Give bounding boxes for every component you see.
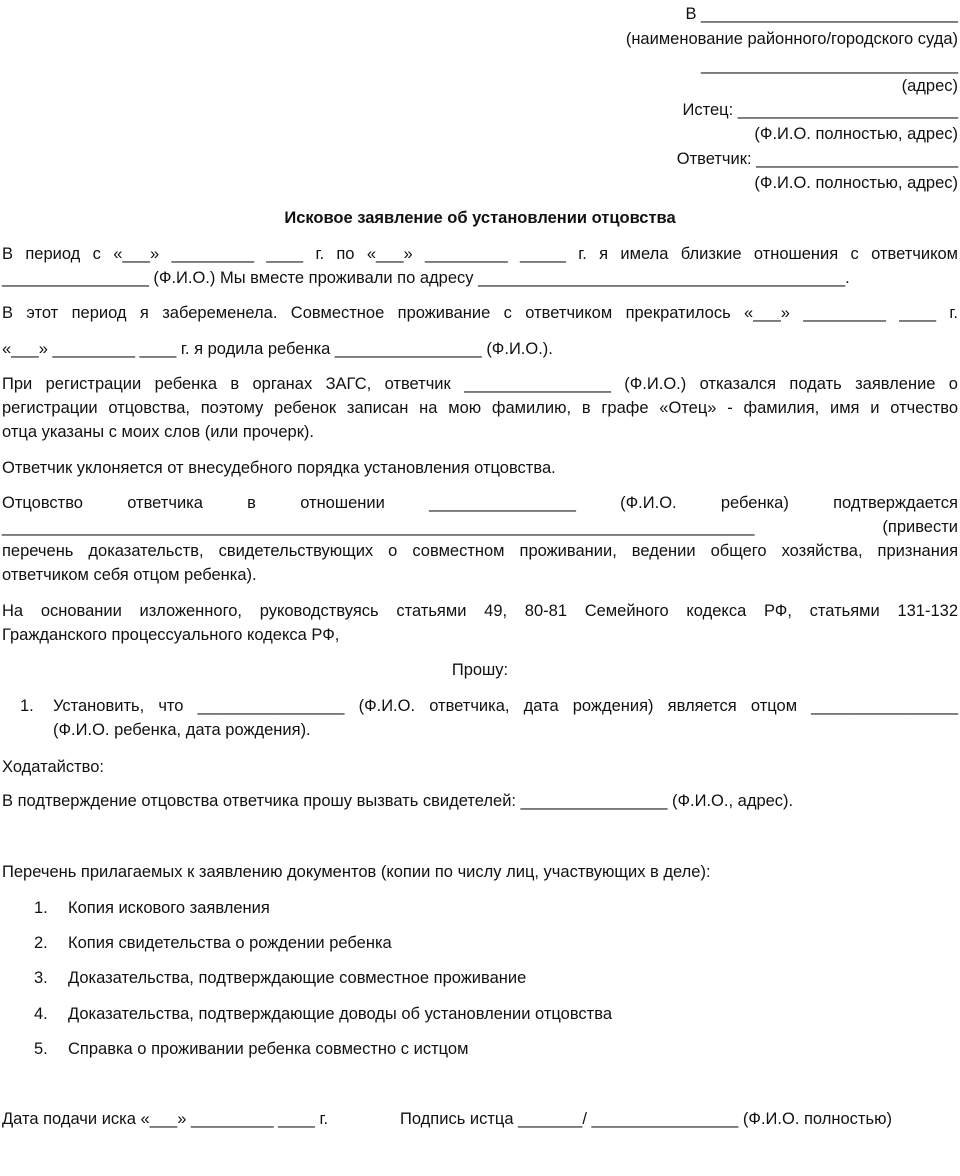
paragraph-6-line-3: перечень доказательств, свидетельствующих о совместном проживании, ведении общего хозяйства, признания — [2, 542, 958, 560]
request-number: 1. — [20, 697, 34, 715]
paragraph-4-line-1: При регистрации ребенка в органах ЗАГС, ответчик ________________ (Ф.И.О.) отказался подать заявление о — [2, 375, 958, 393]
paragraph-7-line-2: Гражданского процессуального кодекса РФ, — [2, 626, 340, 644]
attachment-number: 5. — [34, 1040, 48, 1058]
request-heading: Прошу: — [451, 661, 509, 679]
plaintiff-signature-line: Подпись истца _______/ ________________ (Ф.И.О. полностью) — [400, 1110, 892, 1128]
paragraph-7-line-1: На основании изложенного, руководствуясь статьями 49, 80-81 Семейного кодекса РФ, статьями 131-132 — [2, 602, 958, 620]
request-line-2: (Ф.И.О. ребенка, дата рождения). — [53, 721, 311, 739]
attachment-item: Копия искового заявления — [68, 899, 270, 917]
attachment-item: Доказательства, подтверждающие доводы об установлении отцовства — [68, 1005, 612, 1023]
paragraph-1-line-1: В период с «___» _________ ____ г. по «___» _________ _____ г. я имела близкие отношения с ответчиком — [2, 245, 958, 263]
attachment-number: 2. — [34, 934, 48, 952]
defendant-caption: (Ф.И.О. полностью, адрес) — [754, 174, 958, 192]
plaintiff-line: Истец: ________________________ — [682, 101, 958, 119]
court-caption: (наименование районного/городского суда) — [625, 30, 958, 48]
paragraph-1-line-2: ________________ (Ф.И.О.) Мы вместе проживали по адресу ________________________________________. — [2, 269, 850, 287]
attachment-item: Доказательства, подтверждающие совместное проживание — [68, 969, 527, 987]
defendant-line: Ответчик: ______________________ — [676, 150, 958, 168]
address-blank: ____________________________ — [701, 56, 958, 74]
attachment-number: 3. — [34, 969, 48, 987]
request-line-1: Установить, что ________________ (Ф.И.О. ответчика, дата рождения) является отцом ________________ — [53, 697, 958, 715]
paragraph-6-line-1: Отцовство ответчика в отношении ________________ (Ф.И.О. ребенка) подтверждается — [2, 494, 958, 512]
attachment-item: Справка о проживании ребенка совместно с истцом — [68, 1040, 469, 1058]
paragraph-5-line-1: Ответчик уклоняется от внесудебного порядка установления отцовства. — [2, 459, 556, 477]
attachments-heading: Перечень прилагаемых к заявлению документов (копии по числу лиц, участвующих в деле): — [2, 863, 711, 881]
attachment-number: 4. — [34, 1005, 48, 1023]
attachment-item: Копия свидетельства о рождении ребенка — [68, 934, 392, 952]
paragraph-4-line-3: отца указаны с моих слов (или прочерк). — [2, 423, 315, 441]
paragraph-3-line-1: «___» _________ ____ г. я родила ребенка ________________ (Ф.И.О.). — [2, 340, 553, 358]
paragraph-2-line-1: В этот период я забеременела. Совместное проживание с ответчиком прекратилось «___» _________ ____ г. — [2, 304, 958, 322]
court-line: В ____________________________ — [685, 5, 958, 23]
address-caption: (адрес) — [901, 77, 958, 95]
motion-heading: Ходатайство: — [2, 758, 104, 776]
paragraph-6-line-4: ответчиком себя отцом ребенка). — [2, 566, 257, 584]
paragraph-4-line-2: регистрации отцовства, поэтому ребенок записан на мою фамилию, в графе «Отец» - фамилия, имя и отчество — [2, 399, 958, 417]
attachment-number: 1. — [34, 899, 48, 917]
plaintiff-caption: (Ф.И.О. полностью, адрес) — [754, 125, 958, 143]
paragraph-6-line-2: __________________________________________________________________________________ (привести — [2, 518, 958, 536]
filing-date-line: Дата подачи иска «___» _________ ____ г. — [2, 1110, 329, 1128]
document-title: Исковое заявление об установлении отцовства — [284, 209, 676, 227]
motion-text: В подтверждение отцовства ответчика прошу вызвать свидетелей: ________________ (Ф.И.О., адрес). — [2, 792, 794, 810]
